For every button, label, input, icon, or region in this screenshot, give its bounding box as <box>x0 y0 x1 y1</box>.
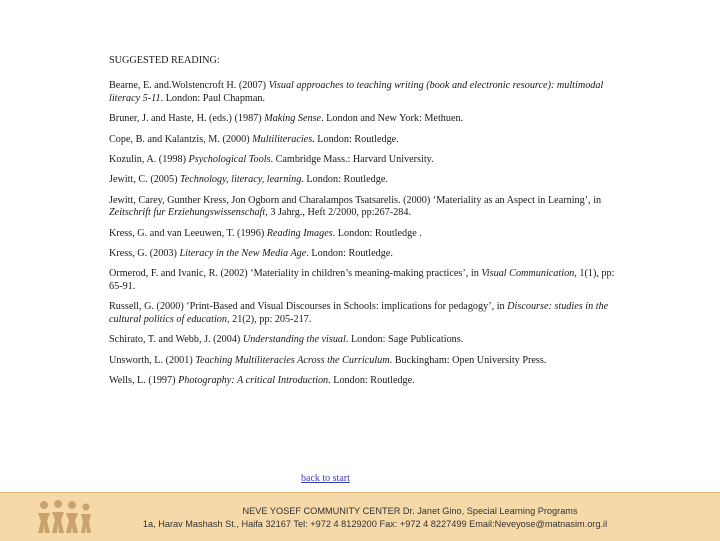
reference-text: . London: Routledge. <box>312 133 399 145</box>
reference-text: Kress, G. (2003) <box>109 248 180 260</box>
reference-text: , 3 Jahrg., Heft 2/2000, pp:267-284. <box>265 207 412 219</box>
reference-title: Teaching Multiliteracies Across the Curriculum <box>195 354 390 366</box>
reference-text: Kress, G. and van Leeuwen, T. (1996) <box>109 227 267 239</box>
reference-title: Photography: A critical Introduction <box>178 374 329 386</box>
reference-text: . London: Sage Publications. <box>345 334 464 346</box>
back-to-start-link[interactable]: back to start <box>301 473 350 484</box>
reference-text: . London: Routledge . <box>332 227 422 239</box>
reference-item <box>109 334 619 346</box>
footer <box>0 492 720 541</box>
reference-title: Visual approaches to teaching writing (book and electronic resource): multimodal literacy 5-11 <box>109 80 604 104</box>
reference-text: Bruner, J. and Haste, H. (eds.) (1987) <box>109 113 265 125</box>
reference-title: Literacy in the New Media Age <box>179 248 307 260</box>
reference-text: . London: Paul Chapman. <box>160 92 266 104</box>
section-heading: SUGGESTED READING: <box>109 55 220 66</box>
reference-item <box>109 355 619 367</box>
reference-text: . London: Routledge. <box>328 374 415 386</box>
reference-title: Reading Images <box>266 227 333 239</box>
reference-text: Ormerod, F. and Ivanic, R. (2002) ‘Materiality in children’s meaning-making practices’, in <box>109 268 482 280</box>
reference-title: Making Sense <box>264 113 322 125</box>
reference-text: . Cambridge Mass.: Harvard University. <box>270 154 434 166</box>
reference-text: Kozulin, A. (1998) <box>109 154 189 166</box>
reference-item <box>109 248 619 260</box>
reference-text: 21(2), pp: 205-217. <box>229 313 312 325</box>
reference-item <box>109 301 619 326</box>
reference-text: Cope, B. and Kalantzis, M. (2000) <box>109 133 253 145</box>
reference-text: . London: Routledge. <box>306 248 393 260</box>
reference-item <box>109 375 619 387</box>
reference-item <box>109 80 619 105</box>
reference-item <box>109 174 619 186</box>
reference-title: Multiliteracies <box>252 133 313 145</box>
reference-text: Russell, G. (2000) ‘Print-Based and Visual Discourses in Schools: implications for pedagogy’, in <box>109 301 508 313</box>
people-group-logo <box>36 499 92 535</box>
reference-title: Technology, literacy, learning <box>180 174 302 186</box>
reference-title: Discourse: studies in the cultural politics of education, <box>109 301 609 325</box>
reference-title: Understanding the visual <box>242 334 346 346</box>
reference-text: , 1(1), pp: 65-91. <box>109 268 615 292</box>
reference-text: Jewitt, C. (2005) <box>109 174 181 186</box>
reference-item <box>109 268 619 293</box>
reference-text: . London and New York: Methuen. <box>321 113 464 125</box>
footer-organization: NEVE YOSEF COMMUNITY CENTER Dr. Janet Gino, Special Learning Programs <box>242 506 578 516</box>
reference-item <box>109 228 619 240</box>
reference-item <box>109 154 619 166</box>
reference-text: Unsworth, L. (2001) <box>109 354 196 366</box>
reference-text: Jewitt, Carey, Gunther Kress, Jon Ogborn and Charalampos Tsatsarelis. (2000) ‘Materiality as an Aspect in Learning’, in <box>109 194 602 206</box>
reference-list <box>109 80 619 387</box>
reading-list <box>109 55 619 395</box>
reference-text: . Buckingham: Open University Press. <box>389 354 547 366</box>
reference-title: Psychological Tools <box>188 154 271 166</box>
reference-item <box>109 113 619 125</box>
footer-contact: 1a, Harav Mashash St., Haifa 32167 Tel: +972 4 8129200 Fax: +972 4 8227499 Email:Neveyose@matnasim.org.il <box>142 519 608 529</box>
reference-text: . London: Routledge. <box>301 174 388 186</box>
reference-item <box>109 195 619 220</box>
reference-item <box>109 134 619 146</box>
reference-title: Zeitschrift fur Erziehungswissenschaft <box>109 207 266 219</box>
reference-title: Visual Communication <box>481 268 575 280</box>
reference-text: Wells, L. (1997) <box>109 374 179 386</box>
reference-text: Bearne, E. and.Wolstencroft H. (2007) <box>109 80 269 92</box>
reference-text: Schirato, T. and Webb, J. (2004) <box>109 334 243 346</box>
